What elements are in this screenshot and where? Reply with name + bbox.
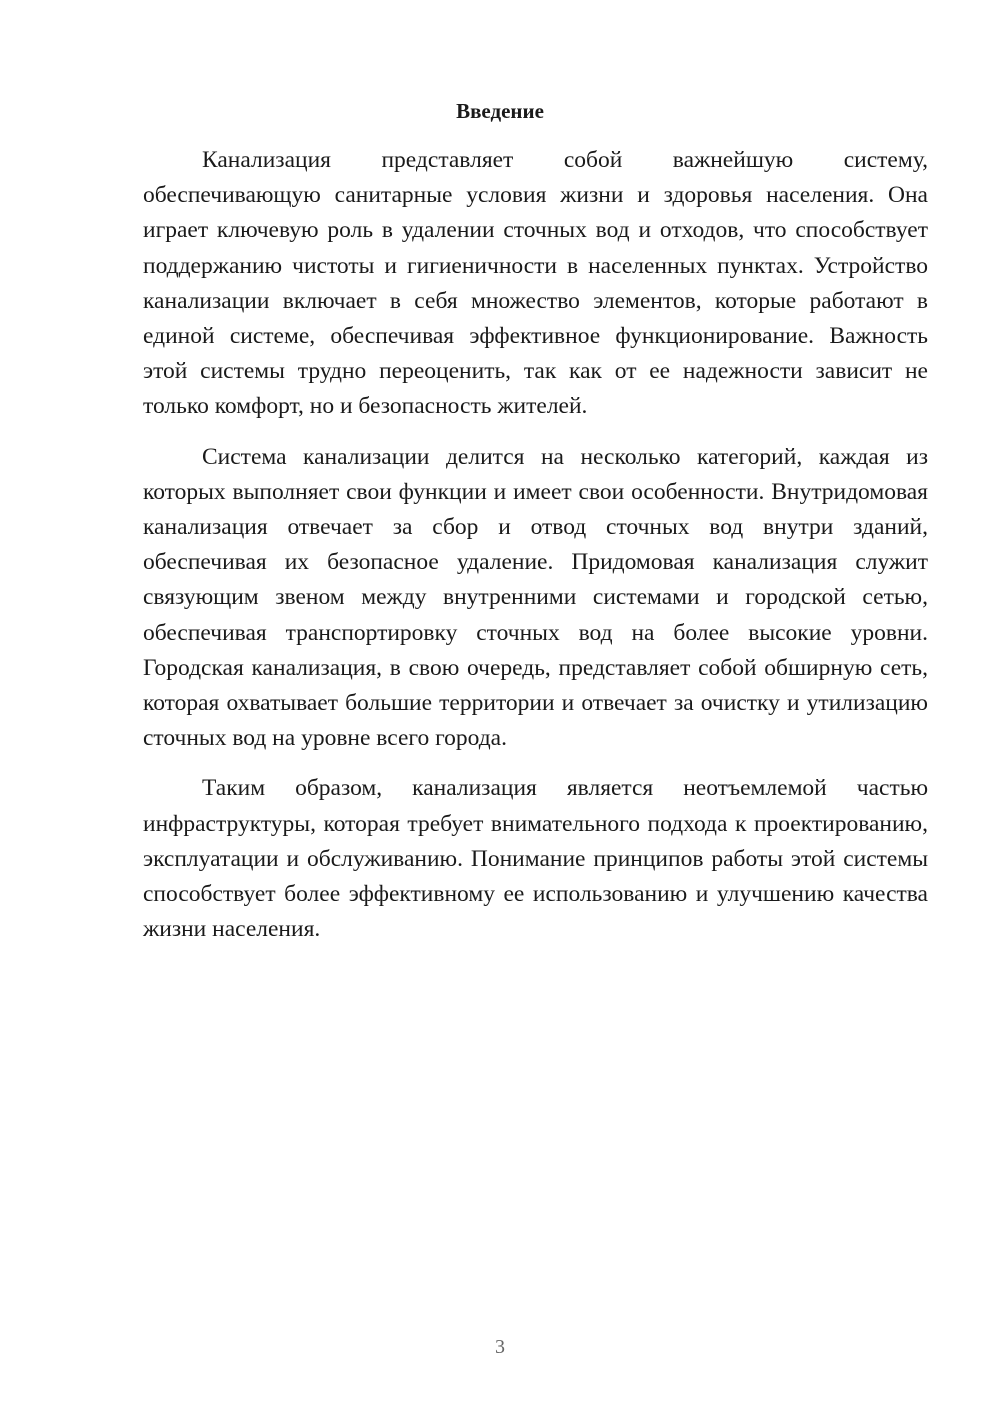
paragraph-3: Таким образом, канализация является неотъемлемой частью инфраструктуры, которая требует внимательного подхода к проектированию, эксплуатации и обслуживанию. Понимание принципов работы этой системы способствует более эффективному ее использованию и улучшению качества жизни населения.: [143, 775, 928, 943]
page-number: 3: [495, 1336, 505, 1358]
section-title: Введение: [456, 99, 544, 123]
body-text: [143, 143, 928, 962]
paragraph-1: Канализация представляет собой важнейшую систему, обеспечивающую санитарные условия жизни и здоровья населения. Она играет ключевую роль в удалении сточных вод и отходов, что способствует поддержанию чистоты и гигиеничности в населенных пунктах. Устройство канализации включает в себя множество элементов, которые работают в единой системе, обеспечивая эффективное функционирование. Важность этой системы трудно переоценить, так как от ее надежности зависит не только комфорт, но и безопасность жителей.: [143, 147, 928, 420]
paragraph-2: Система канализации делится на несколько категорий, каждая из которых выполняет свои функции и имеет свои особенности. Внутридомовая канализация отвечает за сбор и отвод сточных вод внутри зданий, обеспечивая их безопасное удаление. Придомовая канализация служит связующим звеном между внутренними системами и городской сетью, обеспечивая транспортировку сточных вод на более высокие уровни. Городская канализация, в свою очередь, представляет собой обширную сеть, которая охватывает большие территории и отвечает за очистку и утилизацию сточных вод на уровне всего города.: [143, 443, 928, 752]
